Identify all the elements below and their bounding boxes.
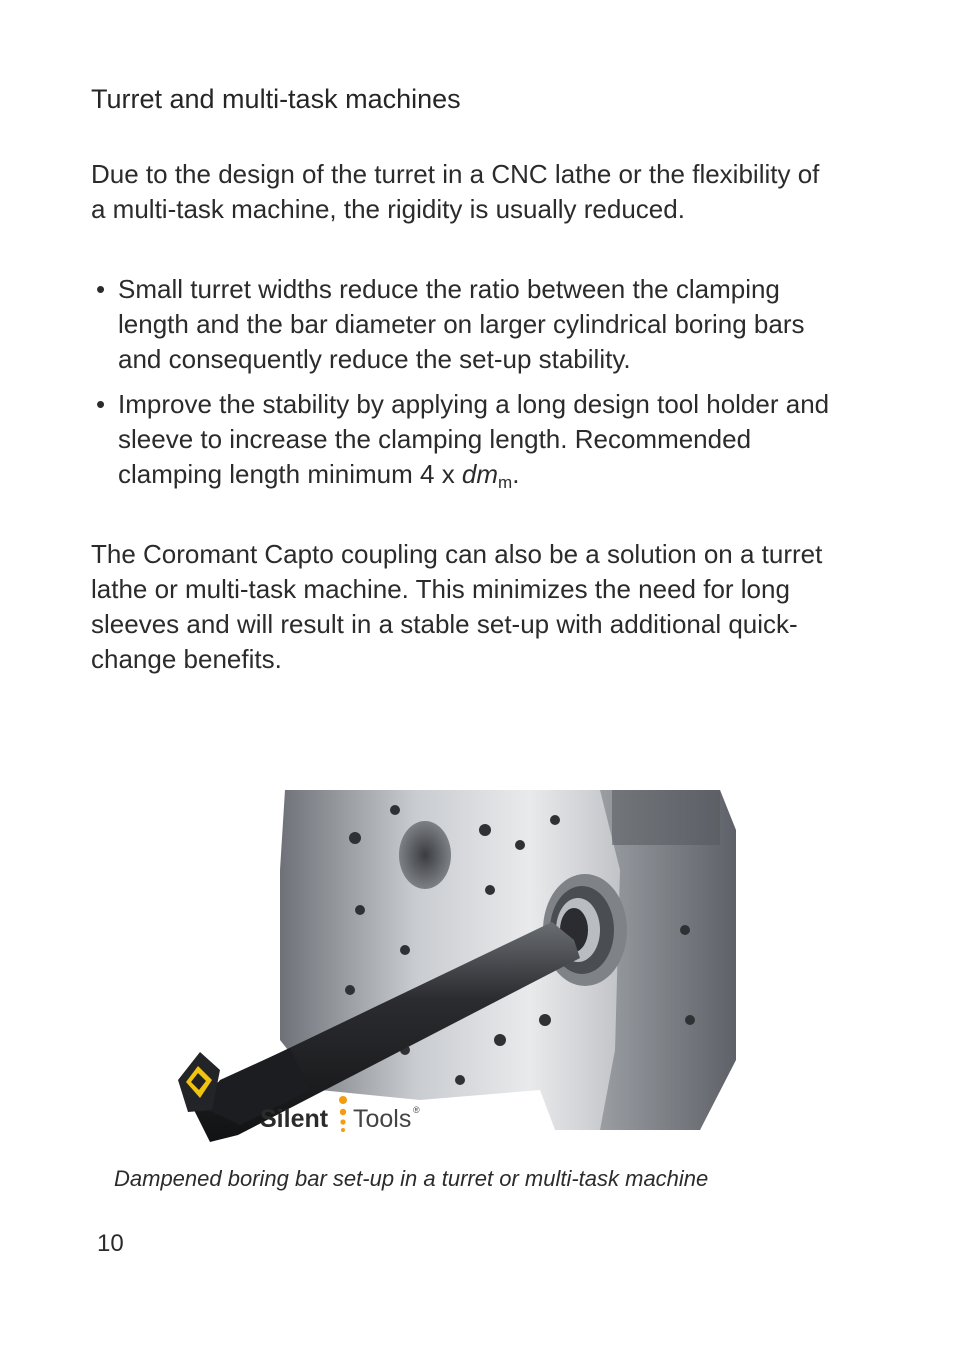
bullet-item-1: [91, 272, 831, 377]
closing-paragraph: The Coromant Capto coupling can also be a solution on a turret lathe or multi-task machine. This minimizes the need for long sleeves and will result in a stable set-up with additional quick-change benefits.: [91, 539, 823, 674]
bullet-text: Improve the stability by applying a long design tool holder and sleeve to increase the clamping length. Recommended clamping length minimum 4 x: [118, 389, 830, 489]
formula-variable: dm: [461, 459, 499, 489]
figure-caption: Dampened boring bar set-up in a turret or multi-task machine: [114, 1166, 709, 1191]
intro-paragraph: Due to the design of the turret in a CNC lathe or the flexibility of a multi-task machine, the rigidity is usually reduced.: [91, 159, 820, 224]
silent-tools-logo-word2: Tools: [353, 1105, 412, 1133]
turret-boring-bar-illustration: [160, 790, 740, 1152]
silent-tools-logo-word1: Silent: [260, 1105, 329, 1133]
boring-bar-figure: [160, 790, 740, 1152]
silent-tools-logo-mark: ®: [413, 1105, 420, 1115]
bullet-end: .: [512, 459, 520, 489]
formula-subscript: m: [498, 473, 513, 492]
page-number: 10: [97, 1230, 124, 1257]
bullet-marker: •: [96, 389, 106, 419]
bullet-text: Small turret widths reduce the ratio between the clamping length and the bar diameter on larger cylindrical boring bars and consequently reduce the set-up stability.: [118, 274, 805, 374]
bullet-item-2: [91, 387, 831, 492]
bullet-marker: •: [96, 274, 106, 304]
bullet-list: [91, 272, 831, 502]
page-heading: Turret and multi-task machines: [91, 84, 461, 114]
